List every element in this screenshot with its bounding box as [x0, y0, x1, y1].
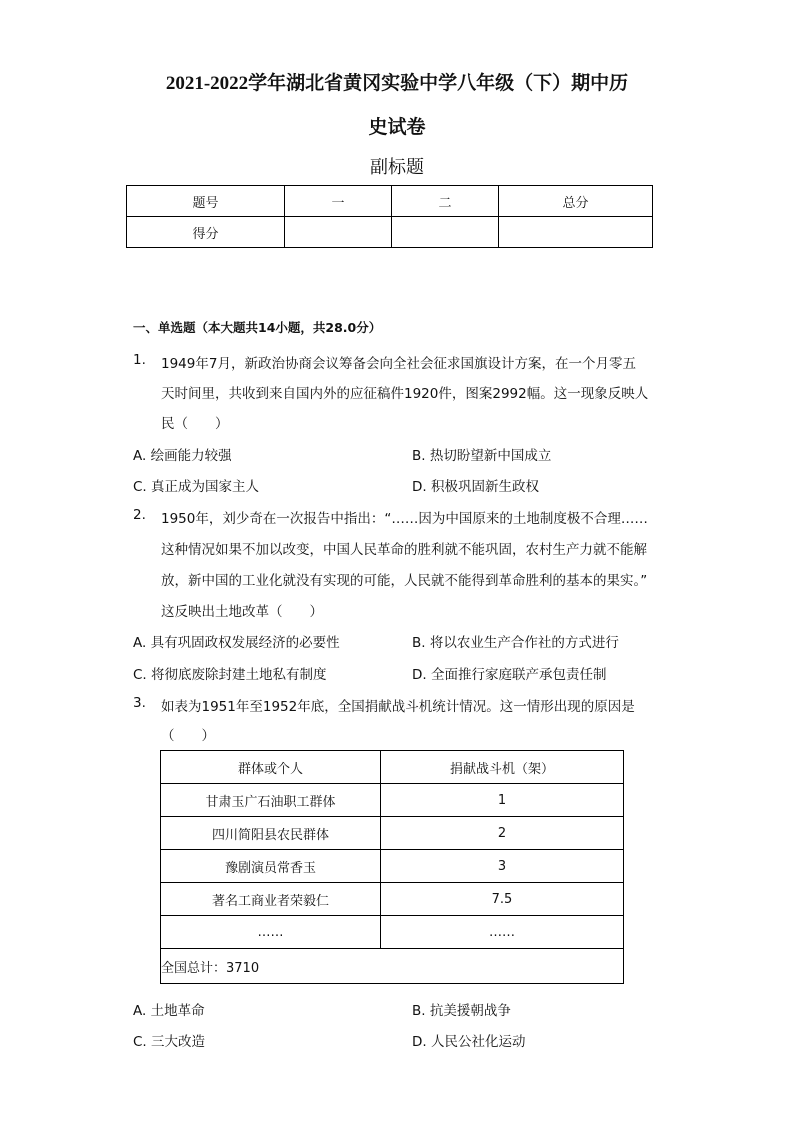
question-text-line: （ ）: [161, 728, 215, 744]
exam-subtitle: 副标题: [370, 157, 424, 178]
question-text-line: 天时间里，共收到来自国内外的应征稿件1920件，图案2992幅。这一现象反映人: [161, 386, 649, 402]
table-total-row: [161, 949, 624, 984]
data-table-header-row: [161, 751, 624, 784]
data-cell: 四川简阳县农民群体: [161, 817, 381, 850]
question-text-line: 这反映出土地改革（ ）: [161, 604, 323, 620]
option-d[interactable]: D. 全面推行家庭联产承包责任制: [412, 667, 607, 683]
data-cell: 豫剧演员常香玉: [161, 850, 381, 883]
question-number: 3.: [133, 695, 146, 711]
exam-title-line-1: 2021-2022学年湖北省黄冈实验中学八年级（下）期中历: [165, 73, 629, 94]
score-header-cell: 二: [392, 186, 499, 217]
question-text-line: 1949年7月，新政治协商会议筹备会向全社会征求国旗设计方案，在一个月零五: [161, 356, 636, 372]
option-b[interactable]: B. 抗美援朝战争: [412, 1003, 511, 1019]
data-cell: 7.5: [381, 883, 624, 916]
score-table: [126, 185, 653, 248]
section-heading: 一、单选题（本大题共14小题，共28.0分）: [133, 320, 382, 335]
table-row: [161, 817, 624, 850]
score-header-cell: 题号: [127, 186, 285, 217]
fighter-donation-table: [160, 750, 624, 984]
table-row: [161, 916, 624, 949]
table-total: 全国总计：3710: [161, 949, 624, 984]
table-row: [161, 883, 624, 916]
option-c[interactable]: C. 真正成为国家主人: [133, 479, 260, 495]
option-d[interactable]: D. 人民公社化运动: [412, 1034, 526, 1050]
option-a[interactable]: A. 具有巩固政权发展经济的必要性: [133, 635, 340, 651]
score-cell[interactable]: [285, 217, 392, 248]
data-header-cell: 群体或个人: [161, 751, 381, 784]
data-header-cell: 捐献战斗机（架）: [381, 751, 624, 784]
score-table-header-row: [127, 186, 653, 217]
score-cell[interactable]: [392, 217, 499, 248]
table-row: [161, 784, 624, 817]
option-a[interactable]: A. 绘画能力较强: [133, 448, 232, 464]
score-cell[interactable]: [499, 217, 653, 248]
option-b[interactable]: B. 热切盼望新中国成立: [412, 448, 552, 464]
data-cell: 甘肃玉广石油职工群体: [161, 784, 381, 817]
question-number: 2.: [133, 507, 146, 523]
data-cell: 2: [381, 817, 624, 850]
score-row-label: 得分: [127, 217, 285, 248]
question-text-line: 民（ ）: [161, 416, 229, 432]
question-text-line: 1950年，刘少奇在一次报告中指出：“……因为中国原来的土地制度极不合理……: [161, 511, 648, 527]
question-text-line: 这种情况如果不加以改变，中国人民革命的胜利就不能巩固，农村生产力就不能解: [161, 542, 647, 558]
question-number: 1.: [133, 352, 146, 368]
option-b[interactable]: B. 将以农业生产合作社的方式进行: [412, 635, 619, 651]
question-text-line: 如表为1951年至1952年底，全国捐献战斗机统计情况。这一情形出现的原因是: [161, 699, 635, 715]
score-header-cell: 一: [285, 186, 392, 217]
score-header-cell: 总分: [499, 186, 653, 217]
data-cell: 1: [381, 784, 624, 817]
data-cell: 3: [381, 850, 624, 883]
data-cell: ……: [381, 916, 624, 949]
table-row: [161, 850, 624, 883]
option-d[interactable]: D. 积极巩固新生政权: [412, 479, 539, 495]
exam-title-line-2: 史试卷: [368, 117, 426, 138]
data-cell: 著名工商业者荣毅仁: [161, 883, 381, 916]
score-table-row: [127, 217, 653, 248]
option-c[interactable]: C. 将彻底废除封建土地私有制度: [133, 667, 327, 683]
option-c[interactable]: C. 三大改造: [133, 1034, 206, 1050]
option-a[interactable]: A. 土地革命: [133, 1003, 205, 1019]
data-cell: ……: [161, 916, 381, 949]
question-text-line: 放，新中国的工业化就没有实现的可能，人民就不能得到革命胜利的基本的果实。”: [161, 573, 648, 589]
